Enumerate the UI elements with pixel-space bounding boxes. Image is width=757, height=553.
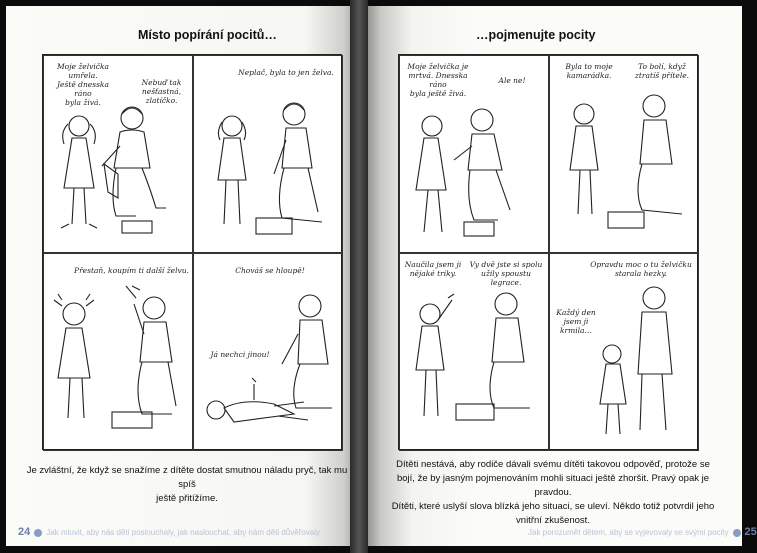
comic-drawing-girl-telling-story: [400, 254, 550, 452]
speech-bubble-child: Každý den jsem ji krmila…: [556, 308, 596, 335]
comic-drawing-girl-wailing: [44, 254, 194, 452]
right-page: [358, 6, 757, 546]
speech-bubble-child: Naučila jsem ji nějaké triky.: [404, 260, 462, 278]
page-number: 25: [744, 526, 757, 538]
page-number: 24: [18, 526, 31, 538]
right-panel-1: [399, 55, 549, 253]
left-panel-4: [193, 253, 343, 451]
speech-bubble-father: Chováš se hloupě!: [235, 266, 305, 275]
left-page-heading: Místo popírání pocitů…: [138, 28, 277, 42]
footer-bullet-icon: [733, 529, 741, 537]
speech-bubble-child: Byla to moje kamarádka.: [565, 62, 613, 80]
comic-drawing-girl-and-father: [44, 56, 194, 254]
left-page-footer: [18, 526, 320, 538]
speech-bubble-father: Nebuď tak nešťastná, zlatíčko.: [141, 78, 182, 105]
left-panel-2: [193, 55, 343, 253]
book-spine: [350, 0, 368, 553]
speech-bubble-child: Moje želvička umřela. Ještě dnesska ráno byla živá.: [57, 62, 109, 107]
left-panel-1: [43, 55, 193, 253]
comic-drawing-girl-crying: [194, 56, 344, 254]
footer-running-title: Jak mluvit, aby nás děti poslouchaly, jak naslouchat, aby nám děti důvěřovaly: [46, 528, 321, 537]
left-page: [6, 6, 358, 546]
speech-bubble-child: Moje želvička je mrtvá. Dnesska ráno byla ještě živá.: [407, 62, 469, 98]
speech-bubble-father: Přestaň, koupím ti další želvu.: [74, 266, 189, 275]
right-panel-3: [399, 253, 549, 451]
comic-drawing-father-holding-girl: [550, 254, 700, 452]
speech-bubble-child: Já nechci jinou!: [210, 350, 270, 359]
right-panel-2: [549, 55, 699, 253]
speech-bubble-father: Ale ne!: [498, 76, 526, 85]
left-comic-grid: [42, 54, 342, 450]
right-comic-grid: [398, 54, 698, 450]
speech-bubble-father: Opravdu moc o tu želvičku starala hezky.: [590, 260, 692, 278]
right-panel-4: [549, 253, 699, 451]
right-page-caption: Dítěti nestává, aby rodiče dávali svému dítěti takovou odpověď, protože se bojí, že by jasným pojmenováním mohli situaci ještě zhoršit. Pravý opak je pravdou. Dítěti, které uslyší slova blízká jeho situaci, se uleví. Někdo totiž potvrdil jeho vnitřní zkušenost.: [391, 459, 715, 526]
comic-drawing-girl-on-floor: [194, 254, 344, 452]
left-page-caption: Je zvláštní, že když se snažíme z dítěte dostat smutnou náladu pryč, tak mu spíš ještě přitížíme.: [26, 465, 348, 504]
comic-drawing-girl-and-kneeling-father: [550, 56, 700, 254]
footer-running-title: Jak porozumět dětem, aby se vyjevovaly se svými pocity: [528, 528, 729, 537]
footer-bullet-icon: [34, 529, 42, 537]
speech-bubble-father: To bolí, když ztratíš přítele.: [634, 62, 690, 80]
right-page-heading: …pojmenujte pocity: [476, 28, 596, 42]
right-page-footer: [528, 526, 757, 538]
speech-bubble-father: Neplač, byla to jen želva.: [238, 68, 334, 77]
left-panel-3: [43, 253, 193, 451]
speech-bubble-father: Vy dvě jste si spolu užily spoustu legrace.: [469, 260, 543, 287]
comic-drawing-girl-and-father: [400, 56, 550, 254]
